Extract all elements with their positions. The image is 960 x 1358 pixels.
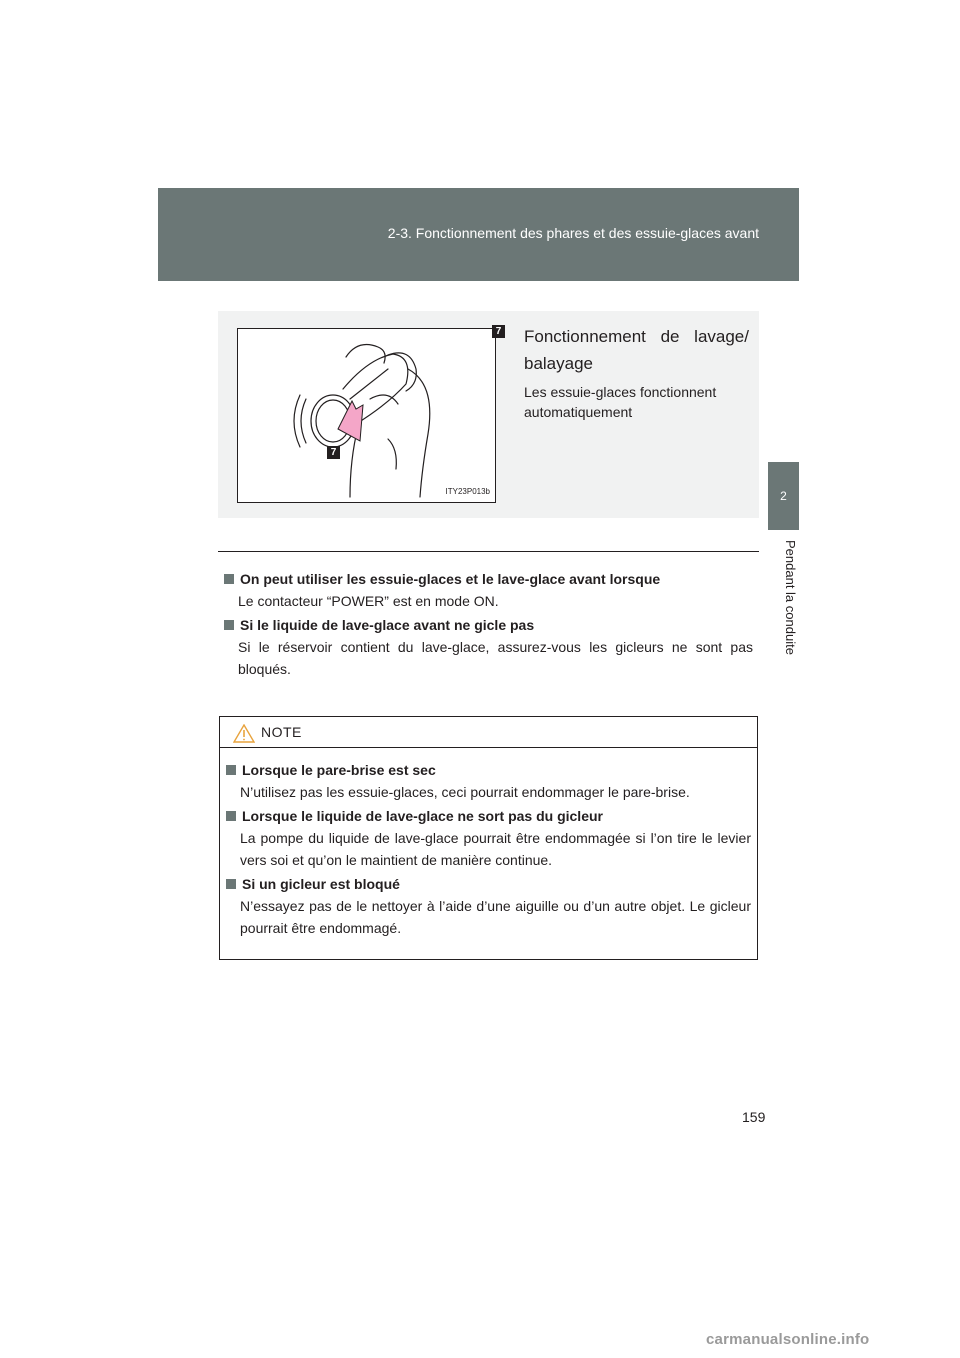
square-bullet-icon <box>224 574 234 584</box>
note-heading: On peut utiliser les essuie-glaces et le lave-glace avant lorsque <box>224 568 753 590</box>
square-bullet-icon <box>226 811 236 821</box>
section-title: 2-3. Fonctionnement des phares et des essuie-glaces avant <box>387 225 759 241</box>
figure-description: Les essuie-glaces fonctionnent automatiquement <box>524 384 717 420</box>
figure-code: ITY23P013b <box>445 487 490 496</box>
wiper-lever-illustration <box>237 328 496 503</box>
notes-section <box>224 568 753 682</box>
note-heading: Si le liquide de lave-glace avant ne gicle pas <box>224 614 753 636</box>
square-bullet-icon <box>224 620 234 630</box>
section-divider <box>218 551 759 552</box>
caution-header <box>220 717 757 748</box>
note-body: Si le réservoir contient du lave-glace, assurez-vous les gicleurs ne sont pas bloqués. <box>238 639 753 677</box>
chapter-tab: 2 <box>768 462 799 530</box>
caution-item: Lorsque le pare-brise est sec N’utilisez pas les essuie-glaces, ceci pourrait endommager le pare-brise. <box>226 759 751 803</box>
page-number: 159 <box>742 1109 766 1125</box>
caution-item: Si un gicleur est bloqué N’essayez pas de le nettoyer à l’aide d’une aiguille ou d’un autre objet. Le gicleur pourrait être endommagé. <box>226 873 751 939</box>
square-bullet-icon <box>226 765 236 775</box>
note-body: Le contacteur “POWER” est en mode ON. <box>238 593 499 609</box>
caution-title: NOTE <box>261 724 302 740</box>
page-header <box>158 188 799 281</box>
warning-triangle-icon <box>233 724 255 743</box>
callout-marker-inline: 7 <box>492 325 505 338</box>
caution-box <box>219 716 758 960</box>
caution-content <box>220 748 757 939</box>
callout-marker: 7 <box>327 446 340 459</box>
caution-item: Lorsque le liquide de lave-glace ne sort pas du gicleur La pompe du liquide de lave-glace pourrait être endommagée si l’on tire le levier vers soi et qu’on le maintient de manière continue. <box>226 805 751 871</box>
hand-on-lever-drawing <box>238 329 495 502</box>
figure-title: Fonctionnement de lavage/ balayage <box>524 327 749 373</box>
figure-panel <box>218 311 759 518</box>
watermark: carmanualsonline.info <box>706 1331 870 1348</box>
square-bullet-icon <box>226 879 236 889</box>
chapter-label: Pendant la conduite <box>783 540 798 655</box>
